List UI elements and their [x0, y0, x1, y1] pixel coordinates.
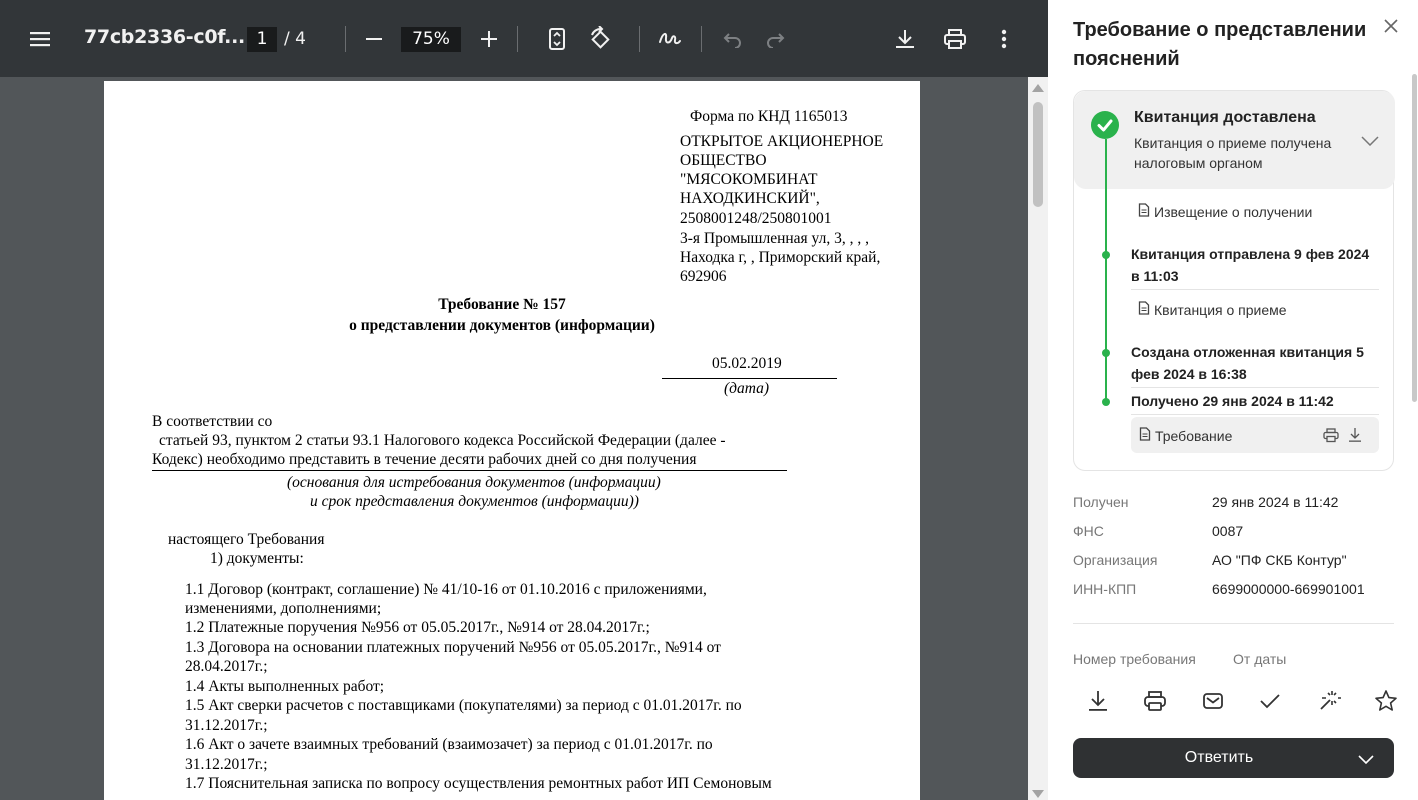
draw-icon[interactable] — [657, 27, 683, 51]
magic-wand-icon[interactable] — [1316, 688, 1342, 714]
info-value: 0087 — [1212, 523, 1244, 539]
panel-title: Требование о представлении пояснений — [1073, 19, 1367, 70]
undo-icon[interactable] — [721, 27, 745, 51]
timeline-doc-link[interactable] — [1138, 301, 1287, 318]
scroll-down-arrow[interactable] — [1032, 790, 1044, 798]
timeline-line — [1105, 139, 1107, 402]
list-item: 1.4 Акты выполненных работ; — [185, 678, 385, 695]
toolbar-divider — [345, 26, 346, 52]
list-item: 1.2 Платежные поручения №956 от 05.05.2017г., №914 от 28.04.2017г.; — [185, 619, 650, 636]
mail-icon[interactable] — [1200, 688, 1226, 714]
status-timeline — [1073, 90, 1394, 471]
timeline-dot — [1102, 251, 1110, 259]
status-subtitle: Квитанция о приеме получена налоговым органом — [1134, 135, 1332, 171]
download-icon[interactable] — [892, 26, 918, 52]
document-title: Требование № 157 — [438, 296, 566, 313]
star-icon[interactable] — [1373, 688, 1399, 714]
print-icon[interactable] — [1323, 428, 1339, 448]
pdf-scroll-thumb[interactable] — [1033, 102, 1043, 207]
org-line: ОБЩЕСТВО — [680, 152, 767, 169]
pdf-page — [104, 81, 920, 800]
body-text: статьей 93, пунктом 2 статьи 93.1 Налогового кодекса Российской Федерации (далее - — [159, 432, 726, 449]
timeline-event: Создана отложенная квитанция 5 фев 2024 в 16:38 — [1131, 344, 1364, 382]
list-item: 31.12.2017г.; — [185, 756, 268, 773]
org-line: 3-я Промышленная ул, 3, , , , — [680, 230, 869, 247]
doc-label: Требование — [1155, 427, 1233, 444]
list-item: изменениями, дополнениями; — [185, 600, 382, 617]
body-text: настоящего Требования — [168, 531, 325, 548]
info-value: АО "ПФ СКБ Контур" — [1212, 552, 1347, 568]
pdf-toolbar — [0, 0, 1048, 77]
body-text: 1) документы: — [210, 550, 304, 567]
requirement-panel — [1048, 0, 1418, 800]
doc-label: Квитанция о приеме — [1154, 301, 1287, 318]
panel-scrollbar[interactable] — [1412, 74, 1417, 402]
info-value: 6699000000-669901001 — [1212, 581, 1365, 597]
info-value: 29 янв 2024 в 11:42 — [1212, 494, 1339, 510]
list-item: 1.6 Акт о зачете взаимных требований (взаимозачет) за период с 01.01.2017г. по — [185, 736, 713, 753]
redo-icon[interactable] — [763, 27, 787, 51]
org-line: Находка г, , Приморский край, — [680, 249, 881, 266]
reply-button[interactable] — [1073, 738, 1394, 778]
checkmark-icon[interactable] — [1257, 688, 1283, 714]
file-name: 77cb2336-c0f... — [84, 26, 245, 48]
org-line: 2508001248/250801001 — [680, 210, 832, 227]
chevron-down-icon[interactable] — [1361, 133, 1379, 151]
list-item: 28.04.2017г.; — [185, 658, 268, 675]
timeline-event: Квитанция отправлена 9 фев 2024 в 11:03 — [1131, 246, 1370, 284]
org-line: ОТКРЫТОЕ АКЦИОНЕРНОЕ — [680, 133, 884, 150]
document-icon — [1138, 203, 1150, 220]
basis-caption: и срок представления документов (информации)) — [310, 493, 639, 510]
body-text: Кодекс) необходимо представить в течение десяти рабочих дней со дня получения — [152, 451, 697, 468]
rotate-icon[interactable] — [587, 26, 613, 52]
zoom-level-input[interactable]: 75% — [401, 27, 461, 52]
toolbar-divider — [701, 26, 702, 52]
download-icon[interactable] — [1085, 688, 1111, 714]
toolbar-divider — [517, 26, 518, 52]
body-text: В соответствии со — [152, 413, 273, 430]
timeline-divider — [1131, 387, 1379, 388]
requirement-number-label: Номер требования — [1073, 651, 1196, 667]
requirement-date-label: От даты — [1233, 651, 1287, 667]
timeline-dot — [1102, 398, 1110, 406]
check-circle-icon — [1091, 111, 1119, 139]
list-item: 1.1 Договор (контракт, соглашение) № 41/10-16 от 01.10.2016 с приложениями, — [185, 581, 707, 598]
basis-caption: (основания для истребования документов (информации) — [287, 474, 661, 491]
document-icon — [1138, 301, 1150, 318]
print-icon[interactable] — [941, 26, 969, 52]
zoom-in-button[interactable] — [477, 27, 501, 51]
menu-icon[interactable] — [28, 27, 52, 51]
info-label: Получен — [1073, 494, 1129, 510]
basis-underline — [152, 470, 787, 471]
requirement-doc-row[interactable] — [1131, 417, 1379, 453]
org-line: 692906 — [680, 268, 727, 285]
page-total: / 4 — [284, 29, 306, 49]
list-item: 1.3 Договора на основании платежных поручений №956 от 05.05.2017г., №914 от — [185, 639, 721, 656]
timeline-divider — [1131, 289, 1379, 290]
list-item: 31.12.2017г.; — [185, 717, 268, 734]
toolbar-divider — [639, 26, 640, 52]
document-subtitle: о представлении документов (информации) — [349, 317, 655, 334]
reply-button-label: Ответить — [1184, 749, 1254, 766]
org-line: НАХОДКИНСКИЙ", — [680, 190, 820, 207]
chevron-down-icon[interactable] — [1358, 752, 1374, 770]
document-icon — [1139, 427, 1151, 444]
status-header[interactable] — [1074, 91, 1395, 189]
list-item: 1.7 Пояснительная записка по вопросу осуществления ремонтных работ ИП Семоновым — [185, 775, 772, 792]
date-caption: (дата) — [724, 380, 770, 397]
scroll-up-arrow[interactable] — [1032, 84, 1044, 92]
info-label: ИНН-КПП — [1073, 581, 1137, 597]
org-line: "МЯСОКОМБИНАТ — [680, 171, 818, 188]
timeline-event: Получено 29 янв 2024 в 11:42 — [1131, 393, 1334, 409]
section-divider — [1073, 623, 1394, 624]
download-icon[interactable] — [1348, 427, 1362, 448]
form-code: Форма по КНД 1165013 — [690, 108, 848, 125]
status-title: Квитанция доставлена — [1134, 109, 1316, 126]
timeline-dot — [1102, 349, 1110, 357]
doc-label: Извещение о получении — [1154, 203, 1313, 220]
close-icon[interactable] — [1383, 18, 1401, 36]
list-item: 1.5 Акт сверки расчетов с поставщиками (покупателями) за период с 01.01.2017г. по — [185, 697, 742, 714]
fit-page-icon[interactable] — [545, 26, 569, 52]
timeline-divider — [1131, 414, 1379, 415]
print-icon[interactable] — [1142, 688, 1168, 714]
zoom-out-button[interactable] — [362, 27, 386, 51]
more-options-icon[interactable] — [993, 26, 1015, 52]
info-label: Организация — [1073, 552, 1158, 568]
document-date: 05.02.2019 — [712, 355, 782, 372]
info-label: ФНС — [1073, 523, 1104, 539]
page-number-input[interactable]: 1 — [247, 27, 277, 52]
timeline-doc-link[interactable] — [1138, 203, 1312, 220]
